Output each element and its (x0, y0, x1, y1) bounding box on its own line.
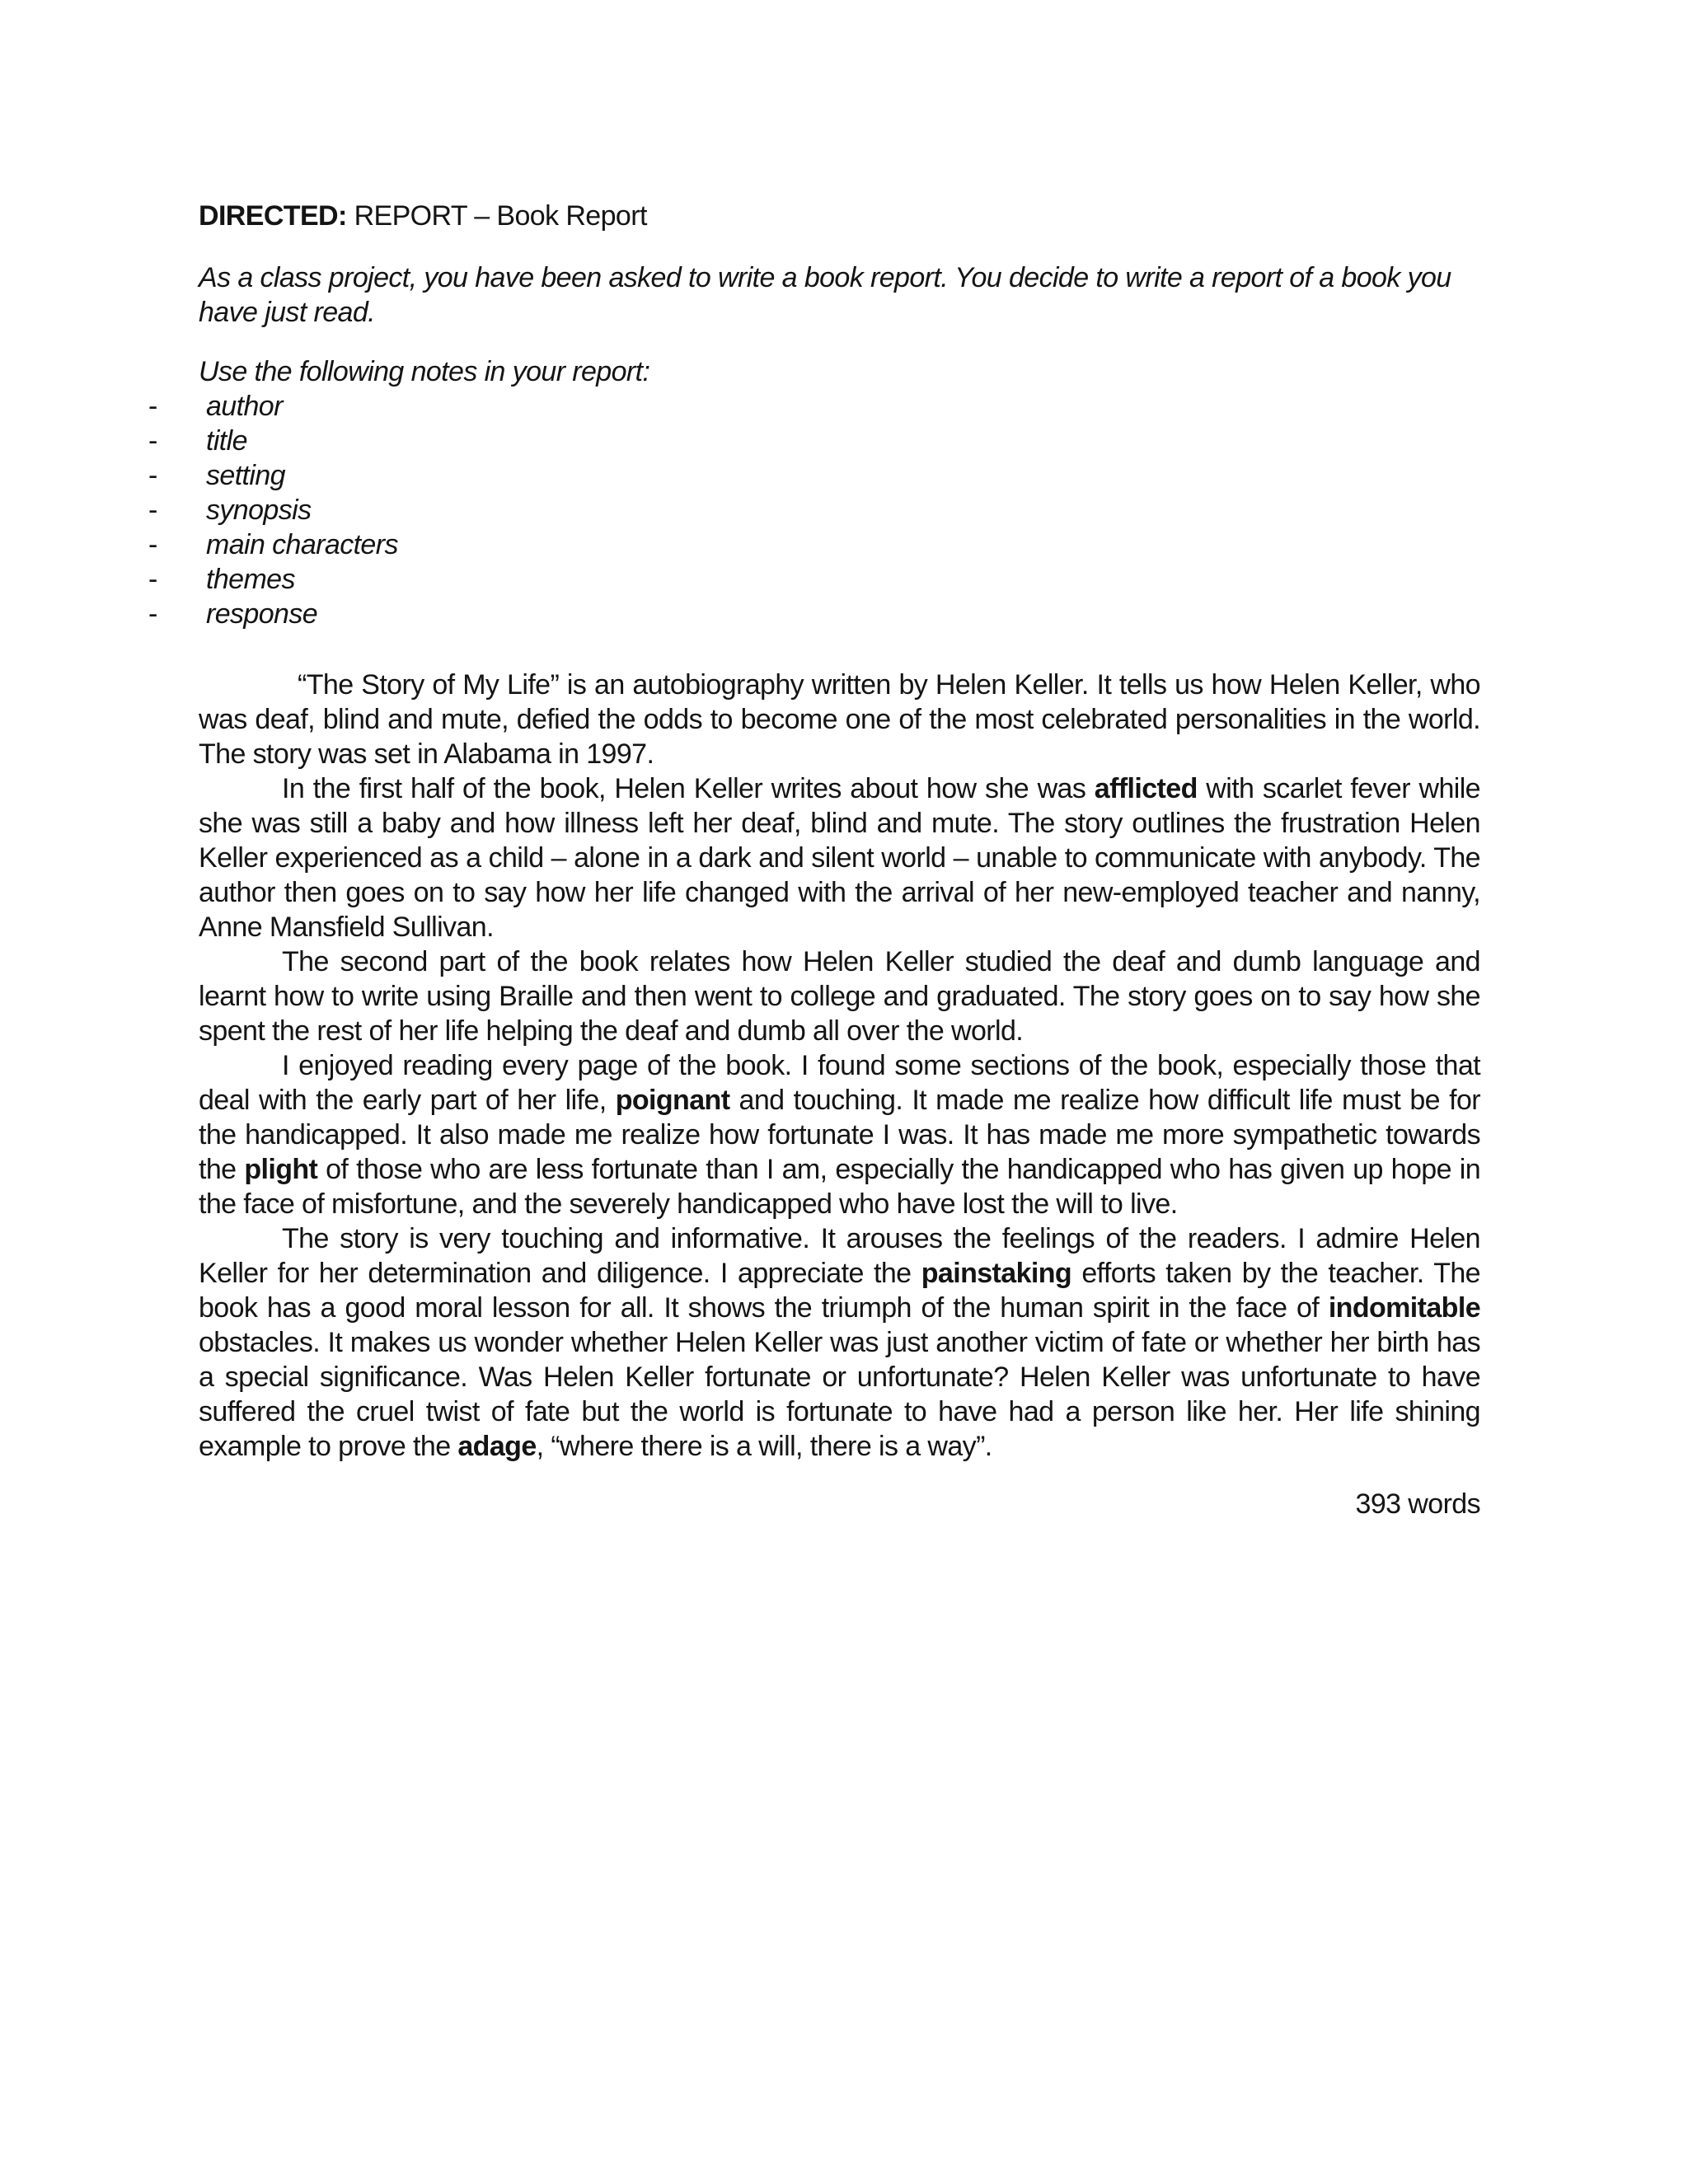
assignment-prompt: As a class project, you have been asked to write a book report. You decide to write a report of a book you have just read. (199, 262, 1451, 328)
text-run: The story is very touching and informative. It arouses the feelings of the readers. I admire Helen Keller for her determination and diligence. I appreciate the (199, 1223, 1480, 1289)
notes-intro: Use the following notes in your report: (199, 356, 650, 387)
report-paragraph-reaction (199, 1048, 1480, 1221)
bullet-dash: - (148, 460, 157, 491)
text-run: In the first half of the book, Helen Keller writes about how she was (282, 773, 1095, 804)
list-item (148, 389, 1430, 424)
vocab-word: indomitable (1328, 1292, 1480, 1324)
document-content (148, 191, 1481, 1521)
assignment-heading (199, 191, 1480, 241)
text-run: efforts taken by the teacher. The book has a good moral lesson for all. It shows the triumph of the human spirit in the face of (199, 1258, 1480, 1324)
list-item (148, 458, 1430, 493)
report-paragraph-conclusion (199, 1221, 1480, 1464)
text-run: with scarlet fever while she was still a baby and how illness left her deaf, blind and mute. The story outlines the frustration Helen Keller experienced as a child – alone in a dark and silent world – unable to communicate with anybody. The author then goes on to say how her life changed with the arrival of her new-employed teacher and nanny, Anne Mansfield Sullivan. (199, 773, 1480, 943)
text-run: obstacles. It makes us wonder whether Helen Keller was just another victim of fate or whether her birth has a special significance. Was Helen Keller fortunate or unfortunate? Helen Keller was unfortunate to have suffered the cruel twist of fate but the world is fortunate to have had a person like her. Her life shining example to prove the (199, 1327, 1480, 1462)
word-count: 393 words (1355, 1488, 1480, 1520)
list-item (148, 493, 1430, 527)
list-item (148, 527, 1430, 562)
text-run: and touching. It made me realize how difficult life must be for the handicapped. It also made me realize how fortunate I was. It has made me more sympathetic towards the (199, 1085, 1480, 1185)
vocab-word: poignant (615, 1085, 730, 1116)
vocab-word: plight (244, 1154, 318, 1185)
text-run: , “where there is a will, there is a way”. (536, 1431, 992, 1462)
vocab-word: afflicted (1094, 773, 1198, 804)
bullet-dash: - (148, 529, 157, 560)
vocab-word: painstaking (921, 1258, 1072, 1289)
report-paragraph-second-part: The second part of the book relates how Helen Keller studied the deaf and dumb language and learnt how to write using Braille and then went to college and graduated. The story goes on to say how she spent the rest of her life helping the deaf and dumb all over the world. (199, 946, 1480, 1047)
report-body (199, 668, 1480, 1464)
list-item (148, 597, 1430, 631)
bullet-dash: - (148, 425, 157, 457)
text-run: of those who are less fortunate than I am, especially the handicapped who has given up hope in the face of misfortune, and the severely handicapped who have lost the will to live. (199, 1154, 1481, 1220)
note-author: author (206, 391, 283, 422)
bullet-dash: - (148, 598, 157, 630)
note-response: response (206, 598, 318, 630)
report-paragraph-first-half (199, 771, 1480, 944)
bullet-dash: - (148, 494, 157, 526)
text-run: I enjoyed reading every page of the book. I found some sections of the book, especially those that deal with the early part of her life, (199, 1050, 1480, 1116)
note-setting: setting (206, 460, 285, 491)
list-item (148, 562, 1430, 597)
note-themes: themes (206, 564, 295, 595)
heading-label: DIRECTED: (199, 200, 347, 232)
report-paragraph-intro: “The Story of My Life” is an autobiography written by Helen Keller. It tells us how Helen Keller, who was deaf, blind and mute, defied the odds to become one of the most celebrated personalities in the world. The story was set in Alabama in 1997. (199, 669, 1480, 770)
heading-text: REPORT – Book Report (346, 200, 647, 232)
note-synopsis: synopsis (206, 494, 312, 526)
list-item (148, 424, 1430, 458)
notes-list (148, 389, 1430, 631)
note-title: title (206, 425, 247, 457)
bullet-dash: - (148, 564, 157, 595)
vocab-word: adage (457, 1431, 537, 1462)
bullet-dash: - (148, 391, 157, 422)
note-main-characters: main characters (206, 529, 398, 560)
